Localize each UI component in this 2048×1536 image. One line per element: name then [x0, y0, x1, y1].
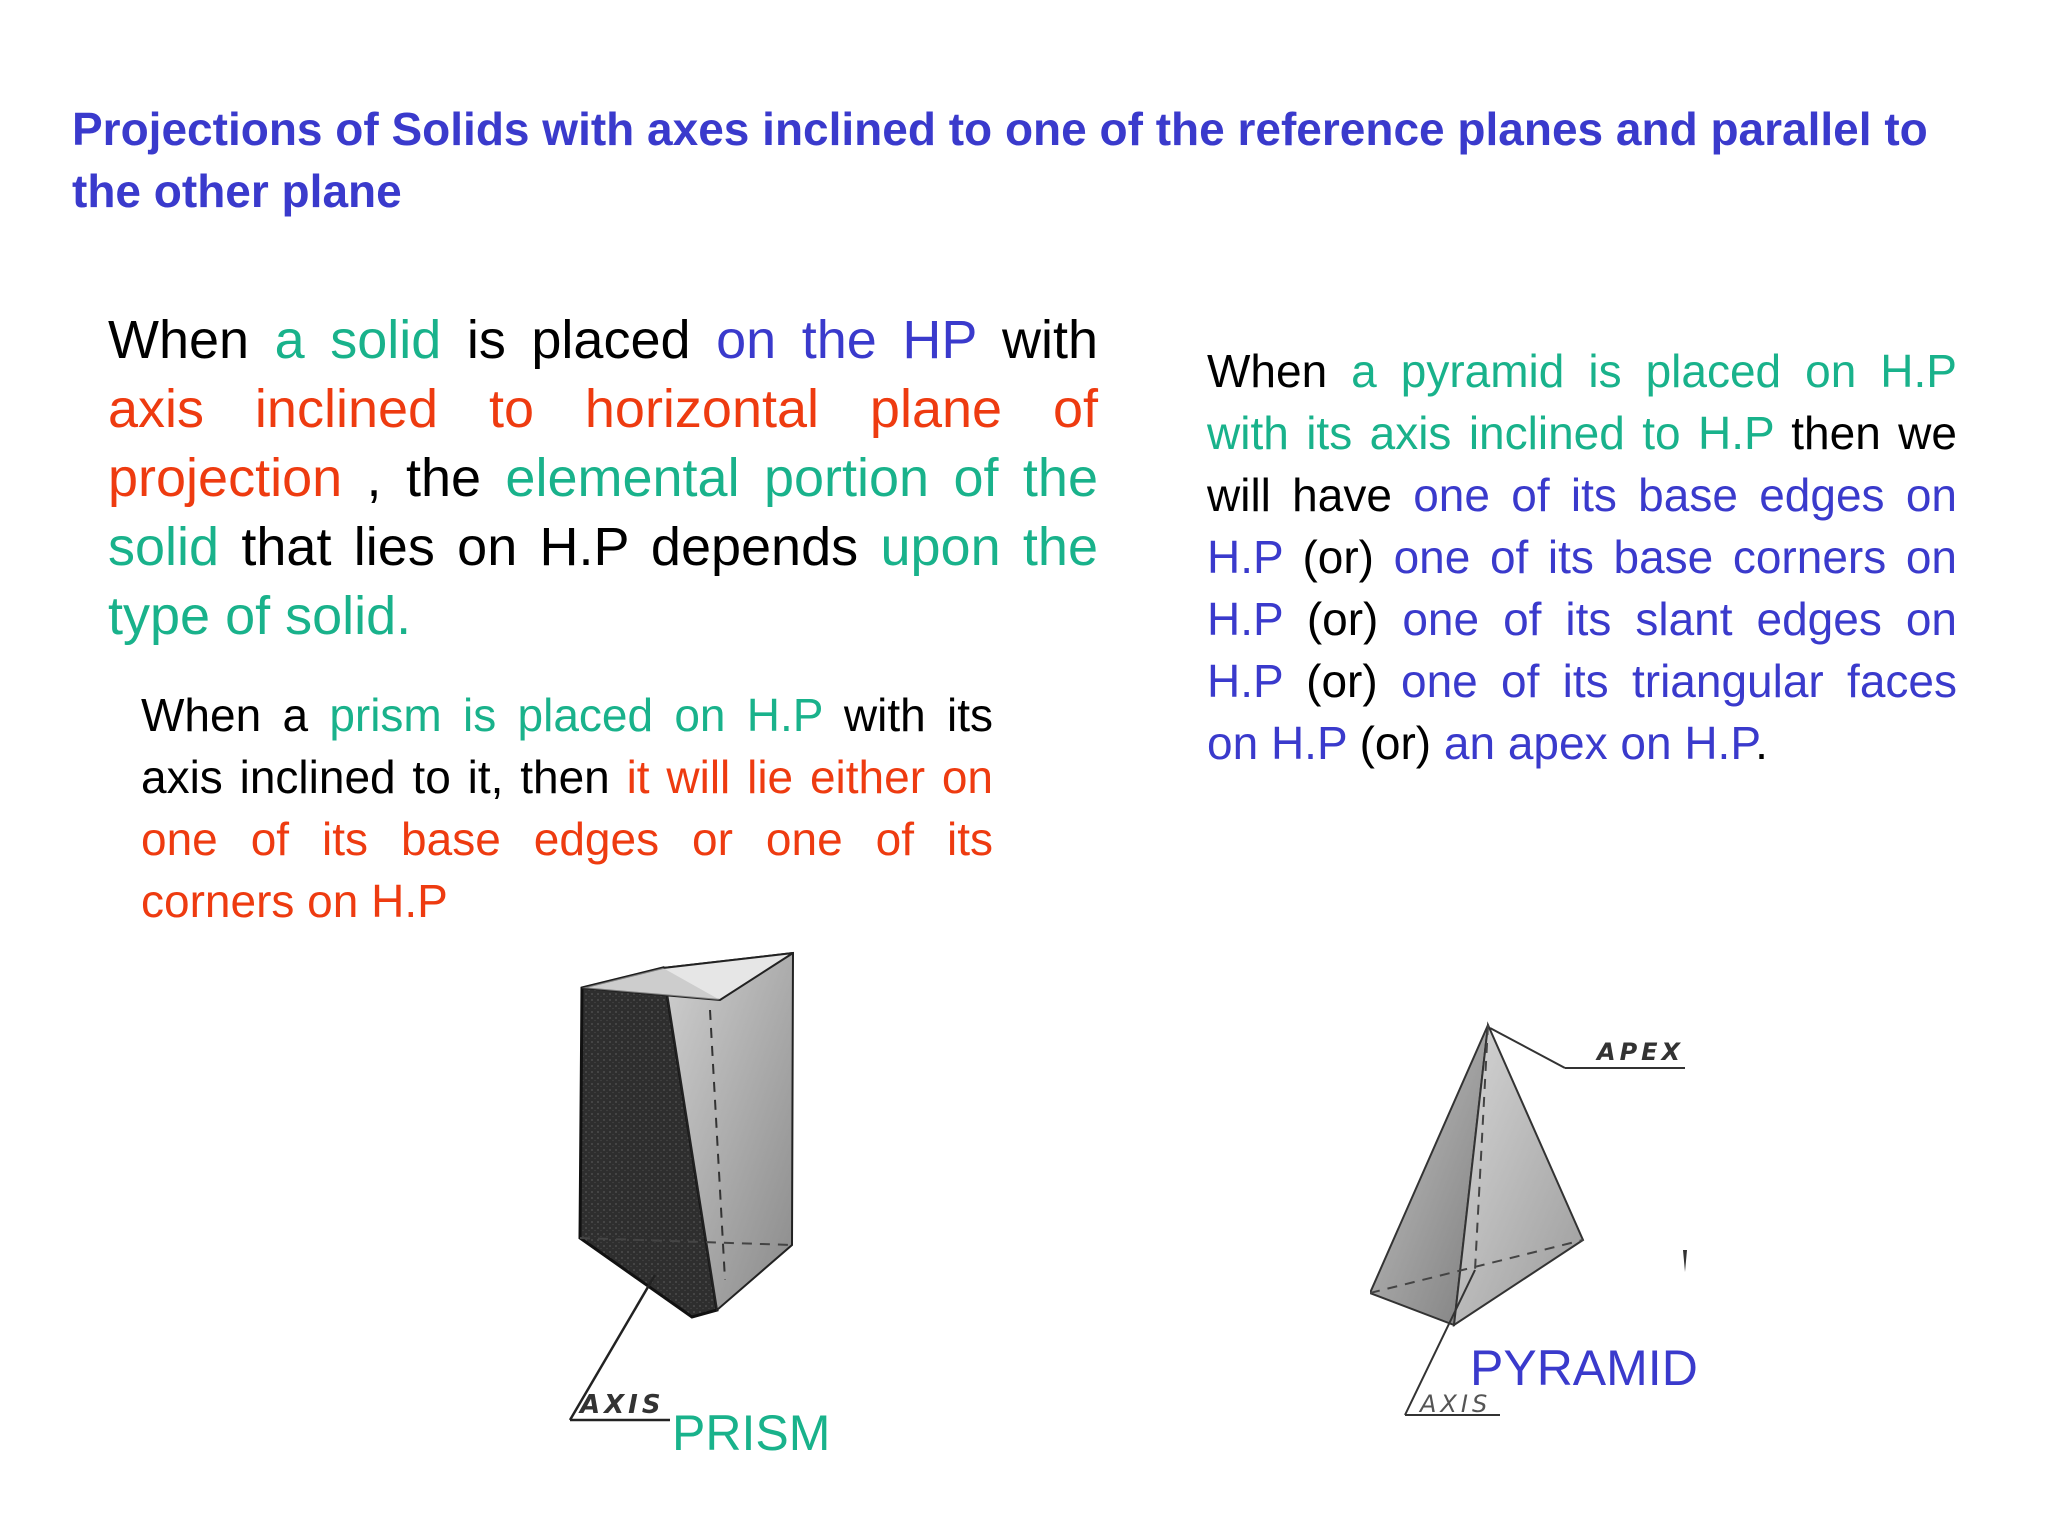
text-run: one of its base corners on H.P	[1207, 531, 1957, 645]
text-run: prism is placed on H.P	[329, 689, 823, 741]
text-run: with its axis inclined to it, then	[141, 689, 993, 803]
text-run: When	[108, 310, 275, 370]
text-run: (or)	[1346, 717, 1444, 769]
text-run: with	[976, 310, 1098, 370]
pyramid-label: PYRAMID	[1470, 1340, 1698, 1396]
text-run: is placed	[441, 310, 717, 370]
text-run: one of its base edges on H.P	[1207, 469, 1957, 583]
text-run: that lies on H.P depends	[219, 517, 881, 577]
text-run: elemental portion of the solid	[108, 448, 1098, 577]
pyramid-paragraph	[1207, 340, 1957, 774]
text-run: a pyramid is placed on H.P with its axis inclined to H.P	[1207, 345, 1957, 459]
text-run: When a	[141, 689, 330, 741]
slide-title: Projections of Solids with axes inclined to one of the reference planes and parallel to the other plane	[72, 103, 1928, 217]
text-run: one of its slant edges on H.P	[1207, 593, 1957, 707]
prism-illustration	[560, 950, 840, 1440]
pyramid-apex-tag: APEX	[1597, 1038, 1685, 1066]
text-run: then we will have	[1207, 407, 1957, 521]
text-run: an apex on H.P	[1443, 717, 1756, 769]
solid-paragraph	[108, 306, 1098, 651]
prism-axis-tag: AXIS	[580, 1390, 665, 1420]
pyramid-axis-tag: AXIS	[1420, 1390, 1492, 1418]
text-run: axis inclined to horizontal plane of projection	[108, 379, 1098, 508]
prism-paragraph	[141, 684, 993, 932]
text-run: When	[1207, 345, 1352, 397]
text-run: (or)	[1282, 593, 1403, 645]
text-run: (or)	[1282, 655, 1401, 707]
text-run: it will lie either on one of its base edges or one of its corners on H.P	[141, 751, 993, 927]
text-run: .	[1755, 717, 1768, 769]
text-run: one of its triangular faces on H.P	[1207, 655, 1957, 769]
text-run: , the	[342, 448, 506, 508]
text-run: upon the type of solid.	[108, 517, 1098, 646]
text-run: on the HP	[716, 310, 977, 370]
text-run: (or)	[1282, 531, 1394, 583]
text-run: a solid	[274, 310, 442, 370]
prism-label: PRISM	[672, 1405, 831, 1461]
